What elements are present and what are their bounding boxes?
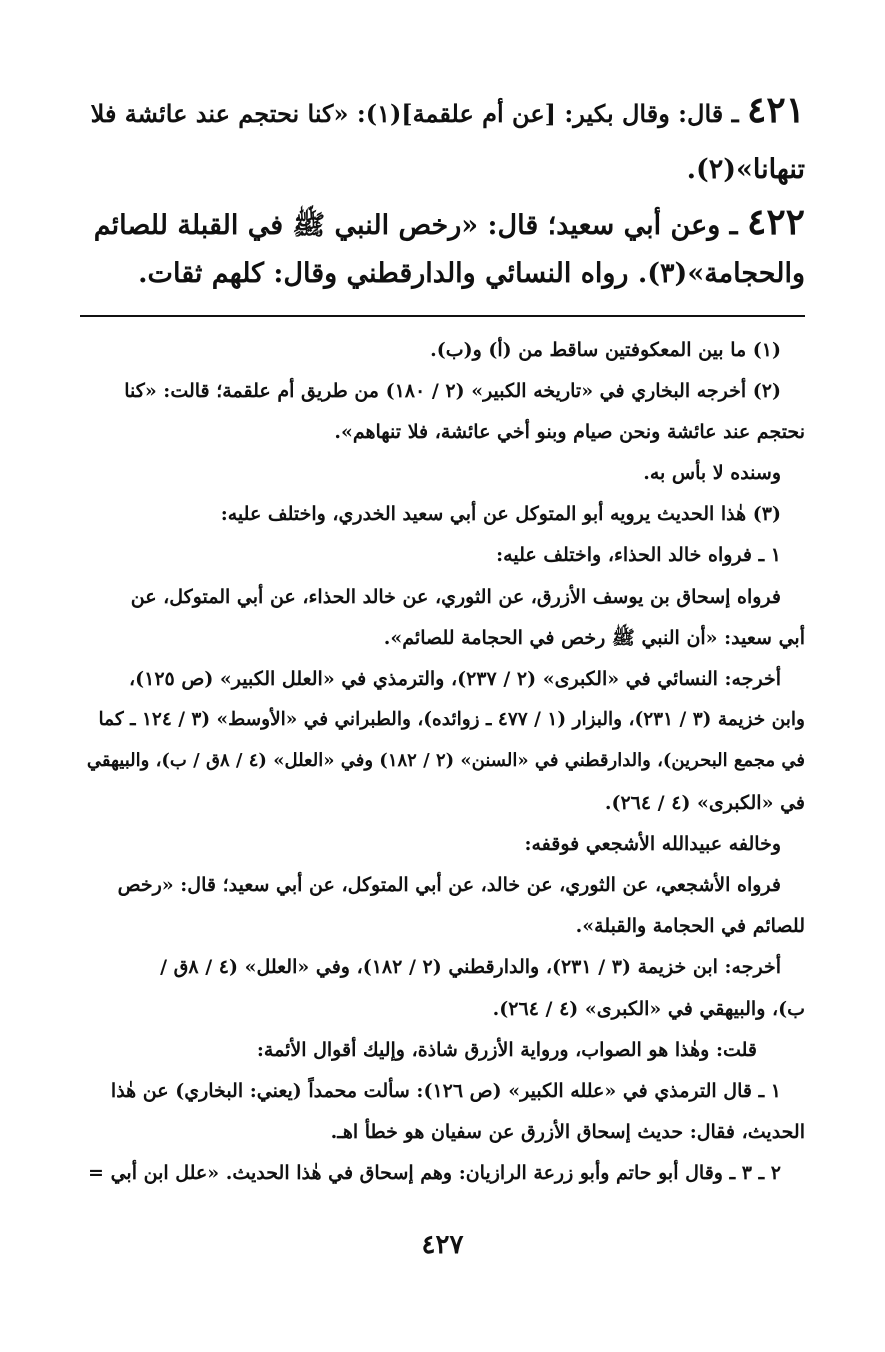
hadith-line: تنهانا»(٢).: [686, 154, 805, 185]
footnote-line: ١ ـ فرواه خالد الحذاء، واختلف عليه:: [496, 544, 781, 566]
footnote-line: أخرجه: ابن خزيمة (٣ / ٢٣١)، والدارقطني (٢ / ١٨٢)، وفي «العلل» (٤ / ٨ق /: [160, 956, 781, 978]
hadith-number: ٤٢١: [746, 89, 805, 131]
footnote-line: وخالفه عبيدالله الأشجعي فوقفه:: [524, 833, 781, 855]
hadith-line: والحجامة»(٣). رواه النسائي والدارقطني وقال: كلهم ثقات.: [138, 258, 805, 289]
footnote-line: في «الكبرى» (٤ / ٢٦٤).: [604, 792, 805, 814]
footnote-separator: [80, 315, 805, 317]
footnote-line: أخرجه: النسائي في «الكبرى» (٢ / ٢٣٧)، والترمذي في «العلل الكبير» (ص ١٢٥)،: [128, 668, 781, 690]
footnote-line: فرواه الأشجعي، عن الثوري، عن خالد، عن أبي المتوكل، عن أبي سعيد؛ قال: «رخص: [117, 874, 781, 896]
hadith-421: [80, 80, 805, 200]
footnote-line: للصائم في الحجامة والقبلة».: [575, 915, 805, 937]
footnote-line: (١) ما بين المعكوفتين ساقط من (أ) و(ب).: [430, 339, 781, 361]
footnote-line: في مجمع البحرين)، والدارقطني في «السنن» (٢ / ١٨٢) وفي «العلل» (٤ / ٨ق / ب)، والبيهقي: [86, 750, 805, 771]
footnote-line: ب)، والبيهقي في «الكبرى» (٤ / ٢٦٤).: [492, 998, 805, 1020]
page-number: ٤٢٧: [421, 1230, 464, 1260]
hadith-line: ٤٢١ ـ قال: وقال بكير: [عن أم علقمة](١): «كنا نحتجم عند عائشة فلا: [90, 89, 805, 131]
footnote-line: ٢ ـ ٣ ـ وقال أبو حاتم وأبو زرعة الرازيان: وهم إسحاق في هٰذا الحديث. «علل ابن أبي =: [88, 1162, 781, 1184]
footnote-line: قلت: وهٰذا هو الصواب، ورواية الأزرق شاذة، وإليك أقوال الأئمة:: [256, 1039, 757, 1061]
footnote-line: (٢) أخرجه البخاري في «تاريخه الكبير» (٢ / ١٨٠) من طريق أم علقمة؛ قالت: «كنا: [124, 380, 781, 402]
hadith-text: وعن أبي سعيد؛ قال: «رخص النبي ﷺ في القبلة للصائم: [93, 210, 721, 241]
footnote-line: (٣) هٰذا الحديث يرويه أبو المتوكل عن أبي سعيد الخدري، واختلف عليه:: [220, 503, 781, 525]
footnote-line: فرواه إسحاق بن يوسف الأزرق، عن الثوري، عن خالد الحذاء، عن أبي المتوكل، عن: [130, 586, 781, 608]
footnote-line: وابن خزيمة (٣ / ٢٣١)، والبزار (١ / ٤٧٧ ـ زوائده)، والطبراني في «الأوسط» (٣ / ١٢٤ ـ كما: [98, 709, 805, 730]
hadith-number: ٤٢٢: [746, 201, 805, 243]
footnote-line: وسنده لا بأس به.: [643, 462, 781, 484]
hadith-text: قال: وقال بكير: [عن أم علقمة](١): «كنا نحتجم عند عائشة فلا: [90, 99, 724, 128]
footnote-line: ١ ـ قال الترمذي في «علله الكبير» (ص ١٢٦): سألت محمداً (يعني: البخاري) عن هٰذا: [110, 1080, 781, 1102]
footnote-line: الحديث، فقال: حديث إسحاق الأزرق عن سفيان هو خطأ اهـ.: [330, 1121, 805, 1143]
footnote-line: أبي سعيد: «أن النبي ﷺ رخص في الحجامة للصائم».: [383, 627, 805, 649]
hadith-422: [80, 196, 805, 300]
footnote-line: نحتجم عند عائشة ونحن صيام وبنو أخي عائشة، فلا تنهاهم».: [334, 421, 805, 443]
hadith-line: ٤٢٢ ـ وعن أبي سعيد؛ قال: «رخص النبي ﷺ في القبلة للصائم: [93, 201, 805, 243]
